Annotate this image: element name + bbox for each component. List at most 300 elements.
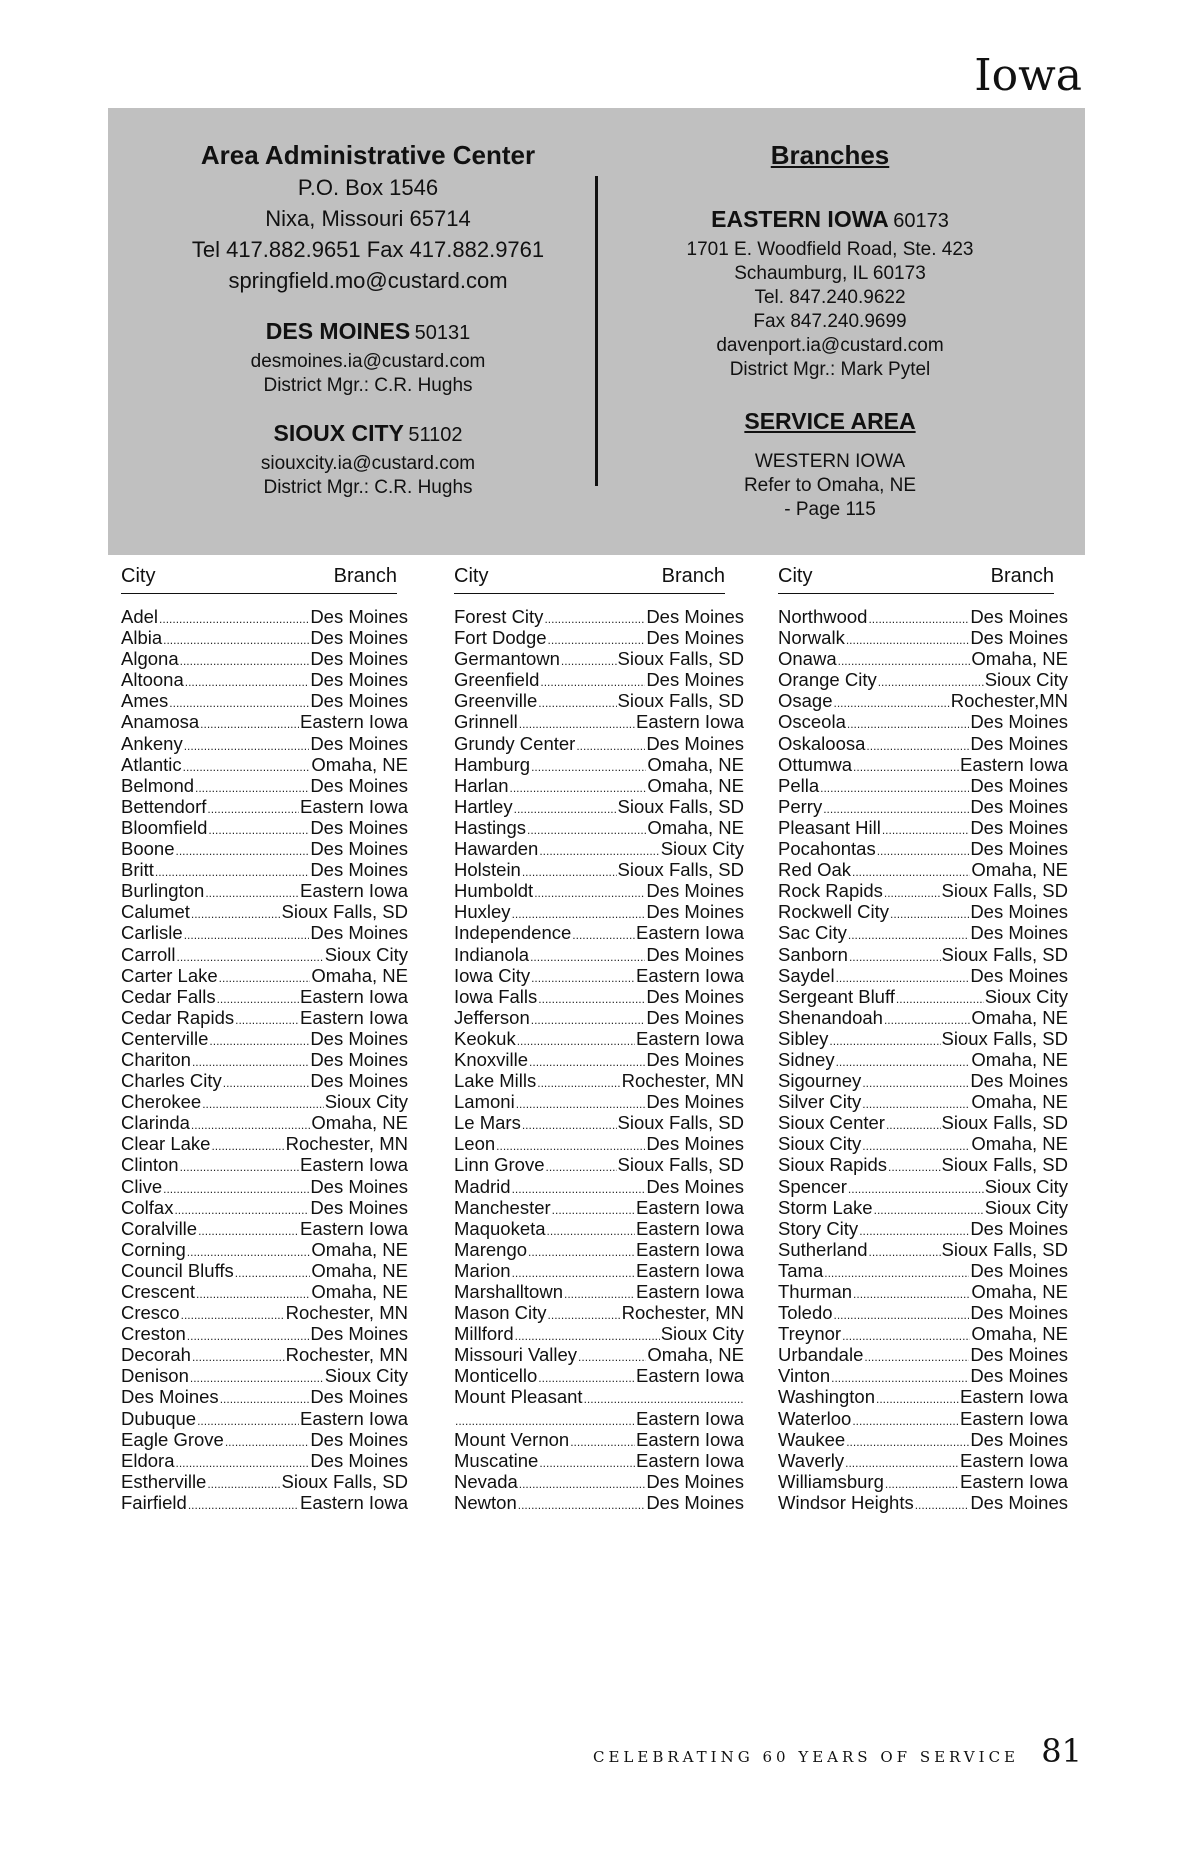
dot-leader <box>538 989 645 1007</box>
branch-name: Omaha, NE <box>971 859 1068 881</box>
city-name: Le Mars <box>454 1112 521 1134</box>
city-name: Mount Vernon <box>454 1428 570 1450</box>
dot-leader <box>862 1136 970 1154</box>
city-name: Chariton <box>121 1048 191 1070</box>
city-row <box>454 1197 744 1218</box>
branch-name: Des Moines <box>970 606 1068 627</box>
city-name: Pocahontas <box>778 838 876 860</box>
branch-name: Eastern Iowa <box>300 880 408 902</box>
branch-name: Eastern Iowa <box>636 711 744 733</box>
admin-center-block <box>108 108 628 500</box>
office-email: desmoines.ia@custard.com <box>250 351 486 372</box>
branch-name: Des Moines <box>970 732 1068 754</box>
city-name: Bettendorf <box>121 795 207 817</box>
city-row <box>454 1260 744 1281</box>
city-row <box>121 648 408 669</box>
city-row <box>121 838 408 859</box>
state-title: Iowa <box>974 50 1082 101</box>
dot-leader <box>848 925 969 943</box>
city-row <box>121 1112 408 1133</box>
city-name: Carroll <box>121 943 176 965</box>
branch-name: Omaha, NE <box>971 1133 1068 1155</box>
city-row <box>121 606 408 627</box>
branch-name: Des Moines <box>646 1491 744 1513</box>
branch-header: Branch <box>990 565 1054 587</box>
city-row <box>454 901 744 922</box>
dot-leader <box>176 841 310 859</box>
city-name: Humboldt <box>454 880 534 902</box>
city-row <box>778 1323 1068 1344</box>
branch-name: Des Moines <box>310 859 408 881</box>
dot-leader <box>180 1157 299 1175</box>
city-name: Red Oak <box>778 859 852 881</box>
city-row <box>454 690 744 711</box>
city-row <box>778 711 1068 732</box>
city-row <box>121 922 408 943</box>
city-name: Rockwell City <box>778 901 890 923</box>
branch-name: Sioux City <box>324 1091 408 1113</box>
dot-leader <box>547 1221 635 1239</box>
city-row <box>121 944 408 965</box>
dot-leader <box>862 1073 969 1091</box>
city-row <box>121 1450 408 1471</box>
branch-name: Omaha, NE <box>311 1281 408 1302</box>
city-row <box>454 796 744 817</box>
branch-name: Des Moines <box>646 1175 744 1197</box>
city-row <box>454 1028 744 1049</box>
city-row <box>778 1070 1068 1091</box>
city-row <box>454 1471 744 1492</box>
city-row <box>454 1070 744 1091</box>
branch-name: Des Moines <box>646 669 744 691</box>
city-row <box>121 1302 408 1323</box>
city-name: Silver City <box>778 1091 862 1113</box>
branch-name: Sioux Falls, SD <box>281 901 408 923</box>
dot-leader <box>530 947 645 965</box>
city-row <box>778 1007 1068 1028</box>
city-name: Keokuk <box>454 1027 516 1049</box>
branch-name: Omaha, NE <box>647 774 744 796</box>
city-row <box>778 754 1068 775</box>
branch-name: Sioux Falls, SD <box>281 1470 408 1492</box>
branch-name: Sioux City <box>984 1175 1068 1197</box>
branch-name: Rochester, MN <box>285 1133 408 1155</box>
branch-header: Branch <box>661 565 725 587</box>
dot-leader <box>561 651 617 669</box>
dot-leader <box>518 1495 646 1513</box>
branch-name: Sioux Falls, SD <box>941 1027 1068 1049</box>
city-row <box>778 1176 1068 1197</box>
branch-name: Des Moines <box>646 606 744 627</box>
branch-name: Sioux Falls, SD <box>617 1154 744 1176</box>
dot-leader <box>868 1242 940 1260</box>
city-row <box>121 1091 408 1112</box>
branch-name: Sioux City <box>984 985 1068 1007</box>
city-row <box>121 733 408 754</box>
branch-name: Des Moines <box>646 985 744 1007</box>
city-name: Coralville <box>121 1217 198 1239</box>
city-row <box>121 796 408 817</box>
city-name: Hamburg <box>454 753 531 775</box>
branch-name: Des Moines <box>310 1428 408 1450</box>
city-row <box>454 1365 744 1386</box>
branch-fax: Fax 847.240.9699 <box>753 311 907 332</box>
city-name: Hastings <box>454 816 526 838</box>
city-row <box>454 986 744 1007</box>
city-name: Atlantic <box>121 753 182 775</box>
city-row <box>778 1133 1068 1154</box>
dot-leader <box>885 1474 959 1492</box>
city-name: Sioux City <box>778 1133 862 1155</box>
city-row <box>454 859 744 880</box>
city-row <box>121 817 408 838</box>
city-row <box>454 1133 744 1154</box>
branch-name: Des Moines <box>970 922 1068 944</box>
city-row <box>454 711 744 732</box>
city-row <box>121 1176 408 1197</box>
column-header <box>454 565 725 594</box>
branch-name: Des Moines <box>310 690 408 712</box>
city-name: Rock Rapids <box>778 880 883 902</box>
dot-leader <box>455 1411 635 1429</box>
city-name: Harlan <box>454 774 509 796</box>
city-row <box>778 1386 1068 1407</box>
city-row <box>121 1239 408 1260</box>
branch-phone: Tel. 847.240.9622 <box>754 287 906 308</box>
city-row <box>778 627 1068 648</box>
dot-leader <box>176 947 323 965</box>
city-name: Denison <box>121 1365 189 1387</box>
dot-leader <box>197 1411 299 1429</box>
dot-leader <box>576 736 645 754</box>
city-row <box>778 944 1068 965</box>
dot-leader <box>546 1157 617 1175</box>
branch-name: Eastern Iowa <box>300 1407 408 1429</box>
city-name: Indianola <box>454 943 530 965</box>
office-zip: 51102 <box>408 424 463 446</box>
city-name: Clarinda <box>121 1112 190 1134</box>
dot-leader <box>842 1326 970 1344</box>
city-name: Tama <box>778 1259 824 1281</box>
dot-leader <box>859 1221 969 1239</box>
city-row <box>121 1218 408 1239</box>
branch-name: Des Moines <box>310 1027 408 1049</box>
city-name: Adel <box>121 606 159 627</box>
dot-leader <box>527 820 646 838</box>
branch-name: Omaha, NE <box>311 1112 408 1134</box>
city-name: Grinnell <box>454 711 518 733</box>
dot-leader <box>853 1284 970 1302</box>
city-name: Pella <box>778 774 820 796</box>
city-row <box>454 733 744 754</box>
city-name: Madrid <box>454 1175 511 1197</box>
city-name: Lake Mills <box>454 1070 537 1092</box>
branch-name: Eastern Iowa <box>960 753 1068 775</box>
branch-name: Des Moines <box>970 1344 1068 1366</box>
branch-name: Des Moines <box>646 1470 744 1492</box>
dot-leader <box>192 1052 309 1070</box>
city-name: Marengo <box>454 1238 528 1260</box>
branch-name: Eastern Iowa <box>300 711 408 733</box>
city-row <box>454 817 744 838</box>
branch-name: Sioux Falls, SD <box>941 1238 1068 1260</box>
city-name: Boone <box>121 838 175 860</box>
city-name: Spencer <box>778 1175 847 1197</box>
city-name: Decorah <box>121 1344 191 1366</box>
branch-name: Eastern Iowa <box>300 1006 408 1028</box>
city-row <box>454 1281 744 1302</box>
dot-leader <box>174 1200 309 1218</box>
dot-leader <box>519 714 635 732</box>
dot-leader <box>188 1495 299 1513</box>
branch-name: Sioux City <box>984 669 1068 691</box>
branch-name: Eastern Iowa <box>636 1407 744 1429</box>
city-name: Grundy Center <box>454 732 576 754</box>
city-name: Williamsburg <box>778 1470 884 1492</box>
branch-name: Sioux City <box>984 1196 1068 1218</box>
city-row <box>454 1323 744 1344</box>
branch-address: 1701 E. Woodfield Road, Ste. 423 <box>686 239 974 260</box>
branch-name: Omaha, NE <box>971 1006 1068 1028</box>
office-manager: District Mgr.: C.R. Hughs <box>263 477 473 498</box>
city-row <box>454 754 744 775</box>
branch-name: Des Moines <box>970 795 1068 817</box>
dot-leader <box>539 1453 635 1471</box>
branch-name: Sioux Falls, SD <box>617 1112 744 1134</box>
branch-name: Des Moines <box>970 1428 1068 1450</box>
branch-name: Des Moines <box>970 1302 1068 1324</box>
dot-leader <box>163 1179 309 1197</box>
city-name: Nevada <box>454 1470 518 1492</box>
branch-name: Des Moines <box>646 943 744 965</box>
city-row <box>454 1429 744 1450</box>
page-number: 81 <box>1041 1732 1082 1770</box>
admin-phone-fax: Tel 417.882.9651 Fax 417.882.9761 <box>191 237 545 262</box>
city-row <box>454 1176 744 1197</box>
city-row <box>121 1049 408 1070</box>
branch-name: Eastern Iowa <box>300 1154 408 1176</box>
city-row <box>454 1049 744 1070</box>
dot-leader <box>838 651 971 669</box>
branch-name: Rochester, MN <box>621 1070 744 1092</box>
dot-leader <box>539 841 659 859</box>
city-name: Corning <box>121 1238 186 1260</box>
dot-leader <box>196 1284 310 1302</box>
column-header <box>778 565 1054 594</box>
city-row <box>778 1239 1068 1260</box>
branch-name: Des Moines <box>970 627 1068 649</box>
city-row <box>121 1365 408 1386</box>
city-name: Altoona <box>121 669 184 691</box>
branch-heading <box>615 204 1045 238</box>
dot-leader <box>570 1432 635 1450</box>
city-name: Sioux Center <box>778 1112 885 1134</box>
dot-leader <box>519 1474 646 1492</box>
city-name: Colfax <box>121 1196 174 1218</box>
dot-leader <box>548 630 646 648</box>
branch-name: Des Moines <box>646 1091 744 1113</box>
service-area-line: Refer to Omaha, NE <box>743 475 917 496</box>
city-name: Cresco <box>121 1302 180 1324</box>
branch-name: Sioux City <box>660 1323 744 1345</box>
city-row <box>454 627 744 648</box>
city-name: Germantown <box>454 648 560 670</box>
city-row <box>454 1154 744 1175</box>
city-row <box>778 965 1068 986</box>
dot-leader <box>184 736 310 754</box>
city-name: Burlington <box>121 880 205 902</box>
city-row <box>121 1408 408 1429</box>
city-header: City <box>121 565 156 587</box>
city-row <box>778 880 1068 901</box>
branch-name: Omaha, NE <box>647 753 744 775</box>
city-name: Forest City <box>454 606 544 627</box>
city-row <box>454 1344 744 1365</box>
dot-leader <box>522 1115 617 1133</box>
dot-leader <box>184 925 310 943</box>
service-area-title: SERVICE AREA <box>744 408 916 434</box>
city-row <box>454 669 744 690</box>
city-row <box>121 859 408 880</box>
city-row <box>778 1049 1068 1070</box>
city-name: Ames <box>121 690 169 712</box>
city-name: Albia <box>121 627 163 649</box>
dot-leader <box>516 1094 646 1112</box>
city-name: Bloomfield <box>121 816 208 838</box>
branch-name: Rochester, MN <box>621 1302 744 1324</box>
branch-name: Eastern Iowa <box>636 1281 744 1302</box>
branch-name: Des Moines <box>646 732 744 754</box>
branch-name: Des Moines <box>970 964 1068 986</box>
branch-name: Des Moines <box>970 1491 1068 1513</box>
branch-name: Eastern Iowa <box>636 964 744 986</box>
dot-leader <box>890 904 969 922</box>
city-name: Holstein <box>454 859 521 881</box>
dot-leader <box>852 1411 959 1429</box>
branch-name: Eastern Iowa <box>636 1259 744 1281</box>
city-row <box>778 838 1068 859</box>
city-row <box>778 1154 1068 1175</box>
office-name: DES MOINES <box>265 318 411 344</box>
dot-leader <box>578 1347 646 1365</box>
dot-leader <box>510 778 647 796</box>
branch-name: Eastern Iowa <box>636 1217 744 1239</box>
branch-name: Eastern Iowa <box>300 1217 408 1239</box>
city-name: Fort Dodge <box>454 627 547 649</box>
city-row <box>121 711 408 732</box>
admin-address-line: Nixa, Missouri 65714 <box>265 206 471 231</box>
city-name: Centerville <box>121 1027 209 1049</box>
city-name: Storm Lake <box>778 1196 873 1218</box>
city-name: Carlisle <box>121 922 183 944</box>
dot-leader <box>866 736 969 754</box>
dot-leader <box>888 1157 941 1175</box>
city-name: Northwood <box>778 606 868 627</box>
dot-leader <box>209 1031 309 1049</box>
city-row <box>778 648 1068 669</box>
city-row <box>454 1239 744 1260</box>
dot-leader <box>192 1347 285 1365</box>
branch-name: Sioux Falls, SD <box>941 943 1068 965</box>
dot-leader <box>191 904 281 922</box>
dot-leader <box>515 1326 660 1344</box>
dot-leader <box>831 1368 969 1386</box>
city-row <box>121 965 408 986</box>
dot-leader <box>512 1179 646 1197</box>
branch-name: Des Moines <box>310 838 408 860</box>
city-name: Creston <box>121 1323 186 1345</box>
city-name: Calumet <box>121 901 190 923</box>
city-list-column-3 <box>778 606 1068 1513</box>
dot-leader <box>529 1052 645 1070</box>
city-row <box>778 859 1068 880</box>
city-name: Greenfield <box>454 669 540 691</box>
city-name: Sergeant Bluff <box>778 985 895 1007</box>
branch-name: Des Moines <box>970 711 1068 733</box>
dot-leader <box>537 1073 620 1091</box>
city-name: Dubuque <box>121 1407 197 1429</box>
dot-leader <box>820 778 969 796</box>
branch-name: Omaha, NE <box>647 1344 744 1366</box>
dot-leader <box>878 672 984 690</box>
branch-name: Sioux Falls, SD <box>941 1154 1068 1176</box>
branch-name: Sioux Falls, SD <box>941 880 1068 902</box>
branch-name: Des Moines <box>970 838 1068 860</box>
branch-name: Des Moines <box>310 1196 408 1218</box>
city-row <box>454 880 744 901</box>
city-name: Missouri Valley <box>454 1344 578 1366</box>
dot-leader <box>572 925 635 943</box>
branch-name: Rochester, MN <box>285 1302 408 1324</box>
city-row <box>778 1492 1068 1513</box>
city-row <box>454 606 744 627</box>
branch-name: Eastern Iowa <box>300 1491 408 1513</box>
dot-leader <box>531 757 646 775</box>
branch-city: Schaumburg, IL 60173 <box>734 263 926 284</box>
city-row <box>778 1365 1068 1386</box>
city-name: Ottumwa <box>778 753 853 775</box>
city-name: Waverly <box>778 1449 845 1471</box>
branch-name: Des Moines <box>970 774 1068 796</box>
city-row <box>121 1133 408 1154</box>
city-row <box>454 648 744 669</box>
dot-leader <box>191 1115 310 1133</box>
dot-leader <box>846 630 969 648</box>
dot-leader <box>512 904 646 922</box>
city-row <box>121 1007 408 1028</box>
office-heading <box>108 316 628 350</box>
dot-leader <box>531 968 635 986</box>
city-row <box>778 606 1068 627</box>
city-name: Linn Grove <box>454 1154 545 1176</box>
dot-leader <box>824 1263 969 1281</box>
dot-leader <box>847 714 969 732</box>
dot-leader <box>853 757 959 775</box>
city-row <box>454 775 744 796</box>
branch-name: Des Moines <box>310 627 408 649</box>
city-name: Sigourney <box>778 1070 862 1092</box>
dot-leader <box>874 1200 984 1218</box>
city-name: Eldora <box>121 1449 175 1471</box>
branch-email: davenport.ia@custard.com <box>716 335 944 356</box>
city-name: Mason City <box>454 1302 547 1324</box>
dot-leader <box>584 1389 743 1407</box>
branch-name: Des Moines <box>310 1323 408 1345</box>
city-row <box>778 1091 1068 1112</box>
city-row <box>454 1492 744 1513</box>
dot-leader <box>155 862 309 880</box>
city-name: Council Bluffs <box>121 1259 234 1281</box>
